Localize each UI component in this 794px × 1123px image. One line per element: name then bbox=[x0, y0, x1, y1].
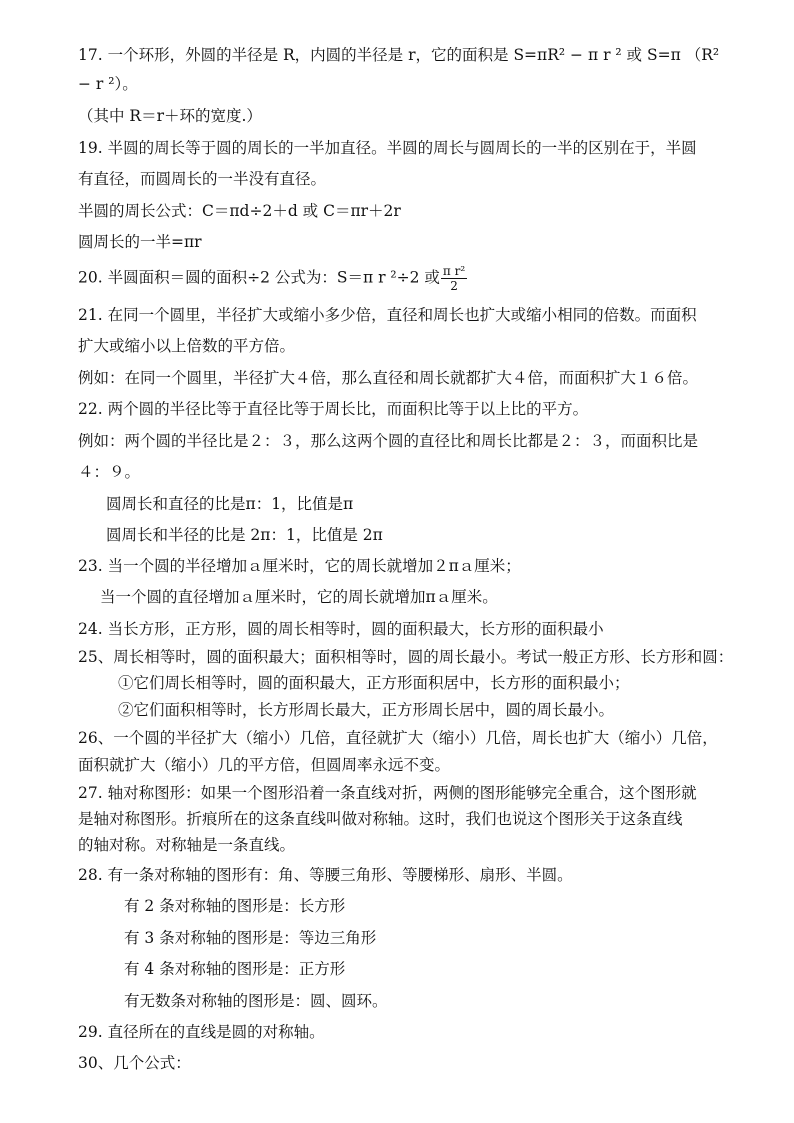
line-28e: 有无数条对称轴的图形是：圆、圆环。 bbox=[124, 992, 388, 1010]
line-19c: 半圆的周长公式：C＝πd÷2＋d 或 C＝πr＋2r bbox=[78, 202, 401, 220]
fraction-denominator: 2 bbox=[450, 279, 458, 293]
line-20 bbox=[78, 264, 467, 293]
line-22c: ４：９。 bbox=[78, 463, 141, 481]
line-19a: 19. 半圆的周长等于圆的周长的一半加直径。半圆的周长与圆周长的一半的区别在于，半圆 bbox=[78, 139, 697, 157]
line-17c: （其中 R＝r＋环的宽度.） bbox=[78, 107, 262, 125]
line-25b: ①它们周长相等时，圆的面积最大，正方形面积居中，长方形的面积最小； bbox=[118, 674, 630, 692]
line-25c: ②它们面积相等时，长方形周长最大，正方形周长居中，圆的周长最小。 bbox=[118, 701, 615, 719]
line-28a: 28. 有一条对称轴的图形有：角、等腰三角形、等腰梯形、扇形、半圆。 bbox=[78, 866, 573, 884]
line-22e: 圆周长和半径的比是 2π：1，比值是 2π bbox=[106, 526, 383, 544]
line-24: 24. 当长方形，正方形，圆的周长相等时，圆的面积最大，长方形的面积最小 bbox=[78, 620, 604, 638]
line-19b: 有直径，而圆周长的一半没有直径。 bbox=[78, 170, 327, 188]
line-26a: 26、一个圆的半径扩大（缩小）几倍，直径就扩大（缩小）几倍，周长也扩大（缩小）几倍， bbox=[78, 729, 718, 747]
line-29: 29. 直径所在的直线是圆的对称轴。 bbox=[78, 1023, 325, 1041]
line-28c: 有 3 条对称轴的图形是：等边三角形 bbox=[124, 929, 377, 947]
line-28d: 有 4 条对称轴的图形是：正方形 bbox=[124, 960, 346, 978]
line-20-text: 20. 半圆面积＝圆的面积÷2 公式为：S＝π r ²÷2 或 bbox=[78, 268, 440, 287]
line-19d: 圆周长的一半=πr bbox=[78, 233, 202, 251]
line-30: 30、几个公式： bbox=[78, 1054, 191, 1072]
line-25a: 25、周长相等时，圆的面积最大；面积相等时，圆的周长最小。考试一般正方形、长方形和圆： bbox=[78, 648, 734, 666]
line-21a: 21. 在同一个圆里，半径扩大或缩小多少倍，直径和周长也扩大或缩小相同的倍数。而面积 bbox=[78, 306, 697, 324]
line-28b: 有 2 条对称轴的图形是：长方形 bbox=[124, 897, 346, 915]
line-23a: 23. 当一个圆的半径增加ａ厘米时，它的周长就增加２πａ厘米； bbox=[78, 557, 521, 575]
line-21b: 扩大或缩小以上倍数的平方倍。 bbox=[78, 337, 296, 355]
line-27b: 是轴对称图形。折痕所在的这条直线叫做对称轴。这时，我们也说这个图形关于这条直线 bbox=[78, 810, 683, 828]
line-26b: 面积就扩大（缩小）几的平方倍，但圆周率永远不变。 bbox=[78, 756, 451, 774]
line-27a: 27. 轴对称图形：如果一个图形沿着一条直线对折，两侧的图形能够完全重合，这个图形就 bbox=[78, 784, 697, 802]
line-22d: 圆周长和直径的比是π：1，比值是π bbox=[106, 495, 354, 513]
line-17a: 17. 一个环形，外圆的半径是 R，内圆的半径是 r，它的面积是 S=πR² − π r ² 或 S=π （R² bbox=[78, 46, 720, 64]
line-22a: 22. 两个圆的半径比等于直径比等于周长比，而面积比等于以上比的平方。 bbox=[78, 400, 589, 418]
line-22b: 例如：两个圆的半径比是２：３，那么这两个圆的直径比和周长比都是２：３，而面积比是 bbox=[78, 432, 699, 450]
line-17b: − r ²）。 bbox=[78, 75, 138, 93]
fraction-numerator: π r² bbox=[442, 264, 466, 278]
area-fraction bbox=[441, 264, 467, 293]
line-27c: 的轴对称。对称轴是一条直线。 bbox=[78, 836, 296, 854]
line-23b: 当一个圆的直径增加ａ厘米时，它的周长就增加πａ厘米。 bbox=[100, 588, 498, 606]
line-21c: 例如：在同一个圆里，半径扩大４倍，那么直径和周长就都扩大４倍，而面积扩大１６倍。 bbox=[78, 369, 699, 387]
